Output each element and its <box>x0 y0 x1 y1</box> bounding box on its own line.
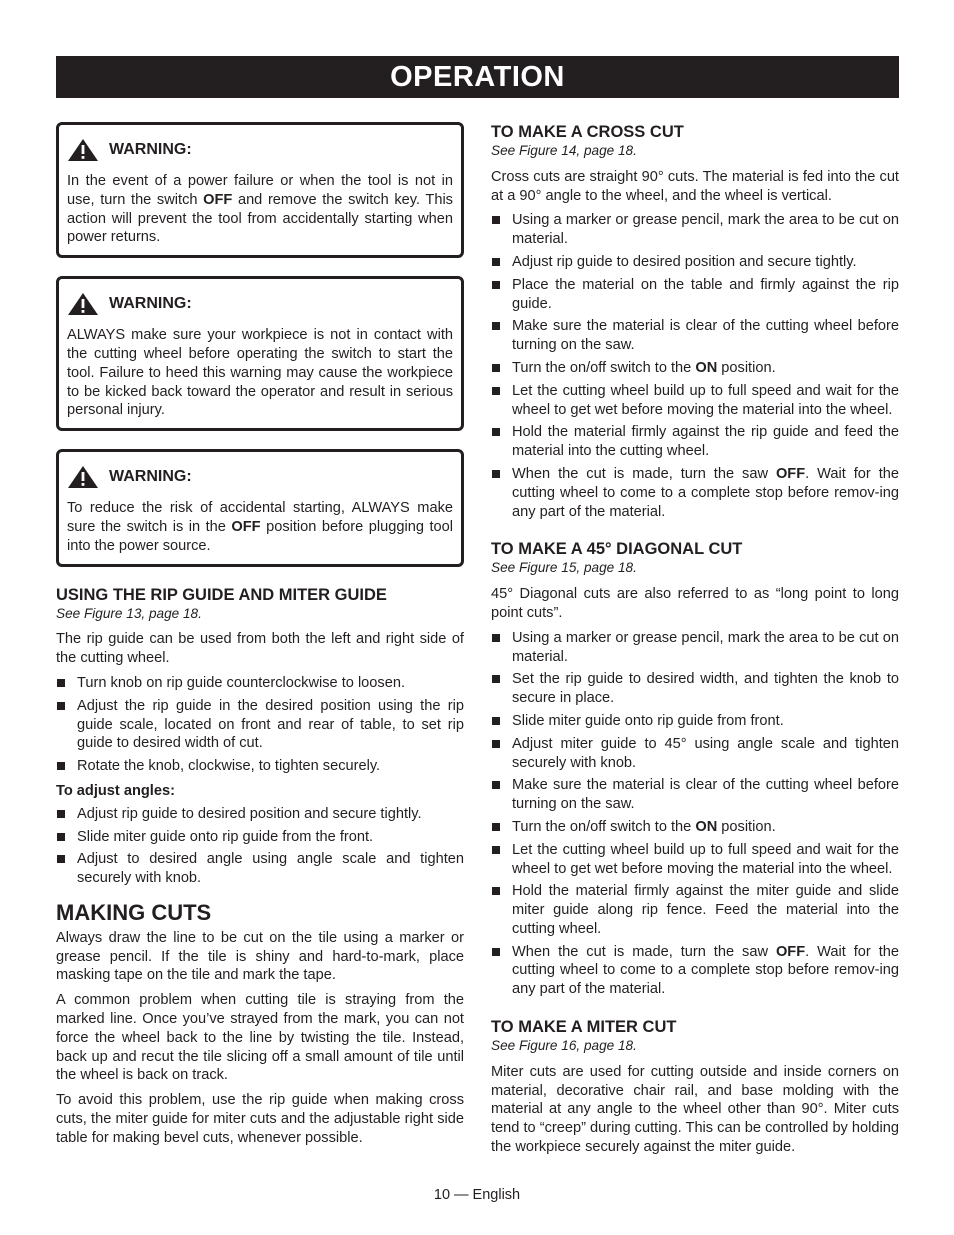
section-heading-miter-cut: TO MAKE A MITER CUT <box>491 1018 677 1037</box>
warning-label: WARNING: <box>109 467 192 485</box>
paragraph: Miter cuts are used for cutting outside and inside corners on material, decorative chair rail, and base molding with the material at any angle to the wheel other than 90°. Miter cuts tend to “creep” during cutting. This can be controlled by holding the workpiece securely against the miter guide. <box>491 1063 899 1156</box>
list-item: When the cut is made, turn the saw OFF. Wait for the cutting wheel to come to a complete stop before remov-ing any part of the material. <box>491 943 899 999</box>
warning-box-workpiece-contact <box>56 276 464 431</box>
warning-triangle-icon <box>67 465 99 489</box>
list-item: Set the rip guide to desired width, and tighten the knob to secure in place. <box>491 670 899 708</box>
list-item: Rotate the knob, clockwise, to tighten securely. <box>56 757 464 776</box>
section-heading-diagonal-cut: TO MAKE A 45° DIAGONAL CUT <box>491 540 743 559</box>
list-item: Adjust rip guide to desired position and secure tightly. <box>56 805 464 824</box>
paragraph: 45° Diagonal cuts are also referred to as “long point to long point cuts”. <box>491 586 899 621</box>
paragraph: Always draw the line to be cut on the tile using a marker or grease pencil. If the tile is shiny and hard-to-mark, place masking tape on the tile and mark the tape. <box>56 929 464 984</box>
warning-label: WARNING: <box>109 140 192 158</box>
list-item: Adjust miter guide to 45° using angle scale and tighten securely with knob. <box>491 735 899 773</box>
section-heading-rip-guide: USING THE RIP GUIDE AND MITER GUIDE <box>56 585 387 604</box>
list-item: Place the material on the table and firmly against the rip guide. <box>491 276 899 314</box>
warning-box-power-failure <box>56 122 464 258</box>
list-item: Slide miter guide onto rip guide from the front. <box>56 828 464 847</box>
warning-box-accidental-starting <box>56 449 464 566</box>
list-item: When the cut is made, turn the saw OFF. Wait for the cutting wheel to come to a complete stop before remov-ing any part of the material. <box>491 465 899 521</box>
warning-text: To reduce the risk of accidental starting, ALWAYS make sure the switch is in the OFF position before plugging tool into the power source. <box>67 500 453 554</box>
bullet-list <box>56 674 464 776</box>
paragraph: The rip guide can be used from both the left and right side of the cutting wheel. <box>56 631 464 667</box>
list-item: Turn the on/off switch to the ON position. <box>491 818 899 837</box>
figure-reference: See Figure 16, page 18. <box>491 1038 637 1054</box>
warning-header <box>67 465 453 489</box>
page-title: OPERATION <box>56 56 899 98</box>
left-column <box>56 122 464 1153</box>
list-item: Hold the material firmly against the rip guide and feed the material into the cutting wheel. <box>491 423 899 461</box>
list-item: Using a marker or grease pencil, mark the area to be cut on material. <box>491 211 899 249</box>
warning-text: In the event of a power failure or when the tool is not in use, turn the switch OFF and remove the switch key. This action will prevent the tool from accidentally starting when power returns. <box>67 173 453 246</box>
bullet-list <box>56 805 464 888</box>
list-item: Hold the material firmly against the miter guide and slide miter guide along rip fence. Feed the material into the cutting wheel. <box>491 882 899 938</box>
list-item: Using a marker or grease pencil, mark the area to be cut on material. <box>491 629 899 667</box>
warning-text: ALWAYS make sure your workpiece is not in contact with the cutting wheel before operating the switch to start the tool. Failure to heed this warning may cause the workpiece to be kicked back toward the operator and result in serious personal injury. <box>67 327 453 419</box>
bullet-list <box>491 629 899 999</box>
figure-reference: See Figure 15, page 18. <box>491 560 637 576</box>
figure-reference: See Figure 14, page 18. <box>491 143 637 158</box>
list-item: Adjust rip guide to desired position and secure tightly. <box>491 253 899 272</box>
warning-header <box>67 292 453 316</box>
list-item: Make sure the material is clear of the cutting wheel before turning on the saw. <box>491 317 899 355</box>
list-item: Turn the on/off switch to the ON position. <box>491 359 899 378</box>
warning-label: WARNING: <box>109 294 192 312</box>
list-item: Slide miter guide onto rip guide from front. <box>491 712 899 731</box>
subheading-adjust-angles: To adjust angles: <box>56 782 175 799</box>
warning-triangle-icon <box>67 138 99 162</box>
figure-reference: See Figure 13, page 18. <box>56 605 202 621</box>
bullet-list <box>491 211 899 521</box>
list-item: Let the cutting wheel build up to full speed and wait for the wheel to get wet before moving the material into the wheel. <box>491 841 899 879</box>
list-item: Adjust the rip guide in the desired position using the rip guide scale, located on front and rear of table, to set rip guide to desired width of cut. <box>56 697 464 753</box>
warning-triangle-icon <box>67 292 99 316</box>
section-heading-cross-cut: TO MAKE A CROSS CUT <box>491 123 684 141</box>
list-item: Adjust to desired angle using angle scale and tighten securely with knob. <box>56 850 464 888</box>
paragraph: A common problem when cutting tile is straying from the marked line. Once you’ve strayed from the mark, you can not force the wheel back to the line by twisting the tile. Instead, back up and recut the tile slicing off a small amount of tile until the wheel is back on track. <box>56 992 464 1084</box>
paragraph: Cross cuts are straight 90° cuts. The material is fed into the cut at a 90° angle to the wheel, and the wheel is vertical. <box>491 168 899 204</box>
paragraph: To avoid this problem, use the rip guide when making cross cuts, the miter guide for miter cuts and the adjustable right side table for making bevel cuts, whenever possible. <box>56 1092 464 1146</box>
list-item: Let the cutting wheel build up to full speed and wait for the wheel to get wet before moving the material into the wheel. <box>491 382 899 420</box>
right-column <box>491 122 899 1163</box>
page-footer: 10 — English <box>433 1187 521 1203</box>
warning-header <box>67 138 453 162</box>
list-item: Turn knob on rip guide counterclockwise to loosen. <box>56 674 464 693</box>
list-item: Make sure the material is clear of the cutting wheel before turning on the saw. <box>491 776 899 814</box>
section-heading-making-cuts: MAKING CUTS <box>56 899 212 925</box>
